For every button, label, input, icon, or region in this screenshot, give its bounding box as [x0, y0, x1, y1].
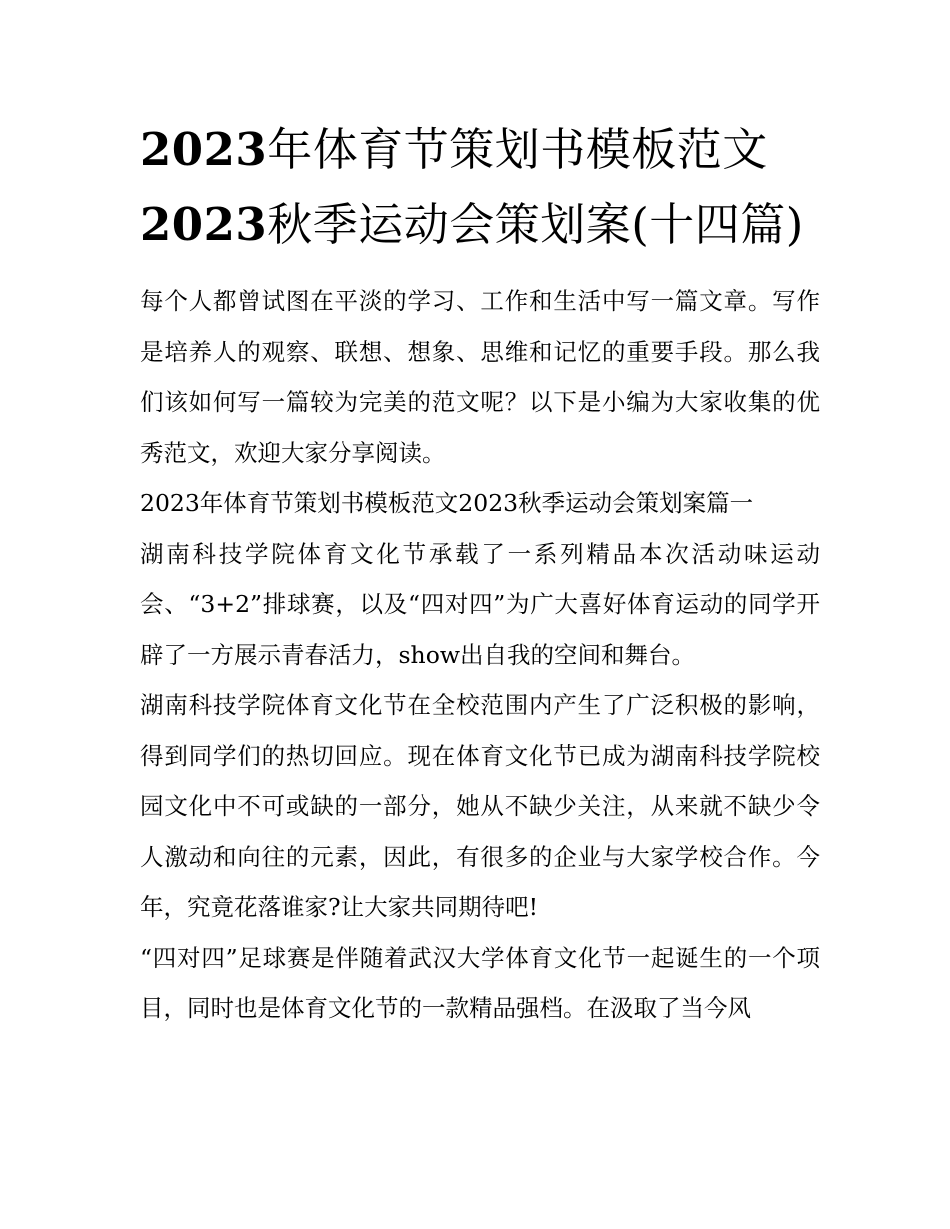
paragraph-1: 湖南科技学院体育文化节承载了一系列精品本次活动味运动会、“3+2”排球赛，以及“四对四”为广大喜好体育运动的同学开辟了一方展示青春活力，show出自我的空间和舞台。	[140, 539, 820, 669]
paragraph-2: 湖南科技学院体育文化节在全校范围内产生了广泛积极的影响，得到同学们的热切回应。现在体育文化节已成为湖南科技学院校园文化中不可或缺的一部分，她从不缺少关注，从来就不缺少令人激动和向往的元素，因此，有很多的企业与大家学校合作。今年，究竟花落谁家?让大家共同期待吧!	[140, 691, 820, 921]
title-year-2: 2023	[140, 198, 268, 251]
title-text-2: 秋季运动会策划案(十四篇)	[267, 198, 804, 251]
paragraph-3: “四对四”足球赛是伴随着武汉大学体育文化节一起诞生的一个项目，同时也是体育文化节的一款精品强档。在汲取了当今风	[140, 943, 820, 1022]
title-text-1: 年体育节策划书模板范文	[267, 123, 768, 176]
section-heading: 2023年体育节策划书模板范文2023秋季运动会策划案篇一	[140, 489, 754, 517]
document-title	[140, 112, 820, 262]
paragraph-intro: 每个人都曾试图在平淡的学习、工作和生活中写一篇文章。写作是培养人的观察、联想、想象、思维和记忆的重要手段。那么我们该如何写一篇较为完美的范文呢？以下是小编为大家收集的优秀范文，欢迎大家分享阅读。	[140, 287, 820, 467]
document-body	[140, 112, 820, 1034]
title-year-1: 2023	[140, 123, 268, 176]
